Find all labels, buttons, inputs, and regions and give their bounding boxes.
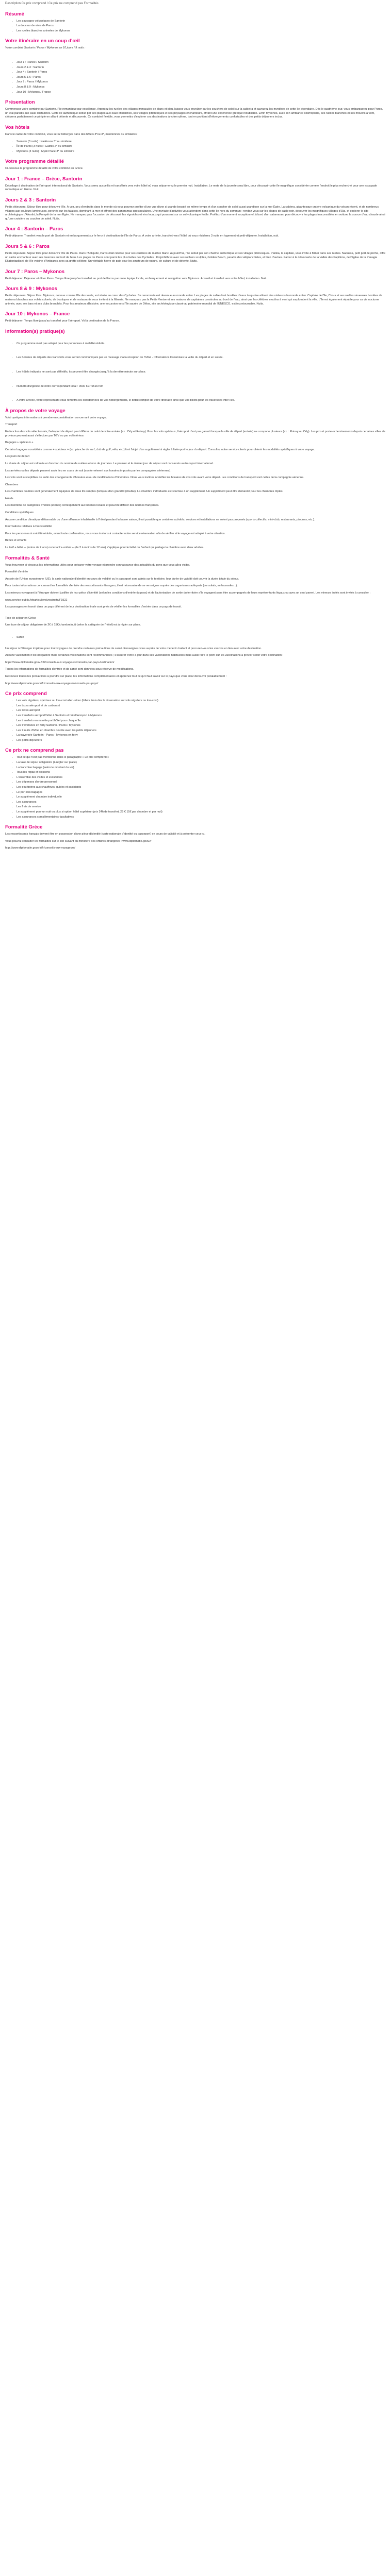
formalities-paragraph: Formalité d'entrée <box>5 570 28 574</box>
section-nav[interactable]: Description Ce prix comprend / Ce prix ne comprend pas Formalités <box>5 2 99 5</box>
excludes-item: • Les frais de service <box>17 805 386 809</box>
itinerary-day: • Jours 5 & 6 : Paros <box>17 76 386 80</box>
about-trip-title: À propos de votre voyage <box>5 408 66 414</box>
about-paragraph: Chambres <box>5 483 19 486</box>
formalities-paragraph: Vous trouverez ci-dessous les informations utiles pour préparer votre voyage et prendre connaissance des actualités du pays que vous allez visiter. <box>5 563 190 567</box>
excludes-list <box>5 756 386 819</box>
includes-item: • Les taxes aéroport et de carburant <box>17 704 386 708</box>
itinerary-list <box>5 61 386 94</box>
program-day-title: Jour 7 : Paros – Mykonos <box>5 268 65 275</box>
program-day-title: Jour 1 : France – Grèce, Santorin <box>5 176 83 182</box>
program-day-text: Petit déjeuner. Temps libre jusqu'au transfert pour l'aéroport. Vol à destination de la France. <box>5 319 120 323</box>
practical-info-title: Information(s) pratique(s) <box>5 328 65 334</box>
formalities-paragraph: Pour toutes informations concernant les formalités d'entrée des ressortissants étrangers, il est nécessaire de se renseigner auprès des organismes adéquats (consulats, ambassades...). <box>5 584 238 588</box>
about-paragraph: Transport <box>5 423 18 427</box>
country-paragraph: Les ressortissants français doivent être en possession d'une pièce d'identité (carte nationale d'identité ou passeport) en cours de validité et à présenter ceux-ci. <box>5 833 205 836</box>
health-list <box>5 636 386 640</box>
practical-info-item: • Ce programme n'est pas adapté pour les personnes à mobilité réduite. <box>17 342 386 346</box>
about-paragraph: Bagages + spécieux + <box>5 441 34 445</box>
formalities-paragraph: Au sein de l'Union européenne (UE), la carte nationale d'identité en cours de validité ou le passeport sont admis sur le territoire, leur durée de validité doit couvrir la durée totale du séjour. <box>5 577 239 581</box>
about-paragraph: Aucune condition climatique défavorable ou d'une affluence inhabituelle à l'hôtel pendant la basse saison, il est possible que certaines activités, services et installations ne soient pas proposés (sports collectifs, mini-club, restaurants, piscines, etc.). <box>5 518 315 521</box>
itinerary-title: Votre itinéraire en un coup d'œil <box>5 38 80 44</box>
includes-item: • Les transferts en navette port/hôtel pour chaque île <box>17 719 386 723</box>
program-day-text: Petits déjeuners. Séjour libre. Mykonos, connue comme l'île des vents, est située au cœur des Cyclades. Sa renommée est devenue au monde entier. Les plages de sable doré bordées d'eaux turquoise attirent des visiteurs du monde entier. Capitale de l'île, Chora et ses ruelles sinueuses bordées de maisons blanches aux volets colorés, de boutiques et de restaurants vous invitent à la flânerie. Ne manquez pas la Petite Venise et ses maisons de capitaines construites au bord de l'eau, ainsi que les célèbres moulins à vent qui surplombent la ville. L'île est également réputée pour sa vie nocturne animée, avec ses bars et ses clubs branchés. Pour les amateurs d'histoire, une excursion vers l'île sacrée de Délos, site archéologique classé au patrimoine mondial de l'UNESCO, est incontournable. Nuits. <box>5 294 382 306</box>
program-day-text: Décollage à destination de l'aéroport international de Santorin. Vous serez accueillis et transférés vers votre hôtel où vous séjournerez le premier nuit. Installation. Le reste de la journée sera libre, pour découvrir cette île magnifique considérée comme l'endroit le plus recherché pour une escapade romantique en Grèce. Nuit. <box>5 184 377 192</box>
health-paragraph: Aucune vaccination n'est obligatoire mais certaines vaccinations sont recommandées ; s'assurer d'être à jour dans ses vaccinations habituelles mais aussi faire le point sur les vaccinations à prévoir selon votre destination : <box>5 654 284 657</box>
excludes-item: • La taxe de séjour obligatoire (à régler sur place) <box>17 761 386 765</box>
presentation-text: Commencez votre combiné par Santorin, l'île romantique par excellence. Arpentez les ruelles des villages immaculés de blanc et bleu, laissez vous envoûter par les couchers de soleil sur la caldeira et savourez les mystères de cette île légendaire. Dès le quatrième jour, vous embarquerez pour Paros, un vrai paradis aux eaux cristallines. Cette île authentique séduit par ses plages aux eaux cristallines, ses villages pittoresques et ses paysages enchanteurs, offrant une expérience grecque inoubliable. Enfin Mykonos, avec son ambiance cosmopolite, ses ruelles blanches et ses moulins à vent, clôturera parfaitement ce périple en alliant détente et découverte. Ce combiné flexible, vous permettra d'explorer ces destinations à votre rythme, tout en profitant d'hébergements confortables et des petits déjeuners inclus. <box>5 108 383 119</box>
about-paragraph: Les arrivées ou les départs peuvent avoir lieu en cours de nuit (conformément aux horaires imposés par les compagnies aériennes). <box>5 469 171 472</box>
excludes-item: • L'ensemble des visites et excursions <box>17 776 386 780</box>
excludes-item: • Tous les repas et boissons <box>17 771 386 775</box>
program-day-text: Petit-déjeuner. Transfert vers le port de Santorin et embarquement sur le ferry à destination de l'île de Paros. À votre arrivée, transfert vers l'hôtel où vous résiderez 3 nuits en logement et petit-déjeuner. Installation, nuit. <box>5 234 279 238</box>
excludes-item: • Les assurances <box>17 801 386 805</box>
practical-info-list <box>5 385 386 389</box>
practical-info-item: • Les horaires de départs des transferts vous seront communiqués par un message via la réception de l'hôtel - Informations transmises la veille du départ et en soirée. <box>17 356 386 360</box>
hotels-list <box>5 140 386 154</box>
program-day-text: Petits déjeuners. Séjour libre pour découvrir l'île. À voir, peu d'endroits dans le monde où vous pourrez profiter d'une vue d'une si grande beauté en même temps et d'un coucher de soleil aussi grandiose sur la mer Égée. La caldera, gigantesque cratère volcanique du volcan récent, et de nombreux villages aux couleurs lumineuses, perchés sur les falaises, dominant la mer et offrent des panoramas spectaculaires. Une myriade d'activités vous attendent dans cette île hors du commun : rendez-vous sur les plages de sable noir, découvrir les magnifiques villages d'Oia, et explorer le site archéologique d'Akrotiri, la Pompéi de la mer Égée. Ne manquez pas l'occasion de découvrir les vignobles et vins locaux qui poussent sur ce sol volcanique fertile. Profitez d'un moment exceptionnel, à bord d'un catamaran, pour découvrir les plages inaccessibles en voiture, la source d'eau chaude ainsi qu'une croisière au coucher de soleil. Nuits. <box>5 206 385 221</box>
formalities-link[interactable]: www.service-public.fr/particuliers/vosdroits/F1922 <box>5 598 68 602</box>
program-day-text: Petit déjeuner. Déjeuner et dîner libres. Temps libre jusqu'au transfert au port de Paros par notre équipe locale, embarquement et navigation vers Mykonos. Accueil et transfert vers votre hôtel, installation. Nuit. <box>5 277 267 280</box>
summary-list <box>5 20 386 33</box>
about-paragraph: Conditions spécifiques <box>5 511 34 515</box>
excludes-item: • Les dépenses d'ordre personnel <box>17 781 386 785</box>
practical-info-list <box>5 342 386 346</box>
excludes-title: Ce prix ne comprend pas <box>5 748 64 754</box>
formalities-title: Formalités & Santé <box>5 555 50 561</box>
about-paragraph: Le tarif + bébé + (moins de 2 ans) ou le tarif + enfant + (de 2 à moins de 12 ans) s'applique pour le bébé ou l'enfant qui partage la chambre avec deux adultes. <box>5 546 204 550</box>
program-day-title: Jour 10 : Mykonos – France <box>5 311 70 317</box>
practical-info-list <box>5 356 386 360</box>
summary-item: • La douceur de vivre de Paros <box>17 24 386 28</box>
country-link[interactable]: http://www.diplomatie.gouv.fr/fr/conseils-aux-voyageurs/ <box>5 846 75 850</box>
health-paragraph: Un séjour à l'étranger implique pour tout voyageur de prendre certaines précautions de santé. Renseignez-vous auprès de votre médecin traitant et procurez-vous les vaccins en lien avec votre destination. <box>5 647 262 650</box>
country-paragraph: Vous pouvez consulter les formalités sur le site suivant du ministère des Affaires étrangères : www.diplomatie.gouv.fr <box>5 839 152 843</box>
includes-item: • Les 9 nuits d'hôtel en chambre double avec les petits déjeuners <box>17 729 386 733</box>
presentation-title: Présentation <box>5 99 35 106</box>
hotels-title: Vos hôtels <box>5 124 30 130</box>
health-link[interactable]: https://www.diplomatie.gouv.fr/fr/conseils-aux-voyageurs/conseils-par-pays-destination/ <box>5 660 115 664</box>
includes-item: • La traversée Santorin - Paros - Mykonos en ferry <box>17 734 386 738</box>
itinerary-day: • Jour 7 : Paros / Mykonos <box>17 80 386 84</box>
excludes-item: • Les pourboires aux chauffeurs, guides et assistants <box>17 786 386 790</box>
about-paragraph: Certains bagages considérés comme + spécieux + (ex. planche de surf, club de golf, vélo, etc.) font l'objet d'un supplément à régler à l'aéroport le jour du départ. Consultez notre service clients pour obtenir les modalités spécifiques à votre voyage. <box>5 448 315 451</box>
excludes-item: • Le supplément chambre individuelle <box>17 795 386 800</box>
includes-title: Ce prix comprend <box>5 691 47 697</box>
program-day-title: Jours 8 & 9 : Mykonos <box>5 286 57 292</box>
country-formalities-title: Formalité Grèce <box>5 824 43 831</box>
itinerary-day: • Jour 4 : Santorin / Paros <box>17 71 386 75</box>
health-paragraph: Toutes les informations de formalités d'entrée et de santé sont données sous réserve de modifications. <box>5 668 134 671</box>
formalities-paragraph: Les mineurs voyageant à l'étranger doivent justifier de leur pièce d'identité (selon les conditions d'entrée du pays) et de l'autorisation de sortie du territoire s'ils voyagent sans être accompagnés de leurs représentants légaux ou avec un seul parent. Les mineurs isolés sont invités à consulter : <box>5 591 371 595</box>
includes-item: • Les traversées en ferry Santorin / Paros / Mykonos <box>17 724 386 728</box>
about-paragraph: La durée du séjour est calculée en fonction du nombre de nuitées et non de journées. Le premier et le dernier jour de séjour sont consacrés au transport international. <box>5 462 214 465</box>
about-paragraph: Voici quelques informations à prendre en considération concernant votre voyage. <box>5 416 107 419</box>
health-label: • Santé <box>17 636 386 640</box>
formalities-paragraph: Une taxe de séjour obligatoire de 2€ à 15€/chambre/nuit (selon la catégorie de l'hôtel) est à régler sur place. <box>5 623 141 627</box>
includes-item: • Les taxes aéroport <box>17 709 386 713</box>
page-content <box>0 0 391 859</box>
formalities-paragraph: Les passagers en transit dans un pays différent de leur destination finale sont priés de vérifier les formalités d'entrée dans ce pays de transit. <box>5 605 182 609</box>
formalities-paragraph: Taxe de séjour en Grèce <box>5 616 36 620</box>
summary-title: Résumé <box>5 11 24 17</box>
itinerary-day: • Jour 1 : France / Santorin <box>17 61 386 65</box>
includes-list <box>5 699 386 742</box>
excludes-item: • Tout ce qui n'est pas mentionné dans le paragraphe « Le prix comprend » <box>17 756 386 760</box>
health-paragraph: Retrouvez toutes les précautions à prendre sur place, les informations complémentaires et apprenez tout ce qu'il faut savoir sur le pays que vous allez découvrir préalablement : <box>5 674 227 678</box>
program-day-title: Jours 2 & 3 : Santorin <box>5 197 56 204</box>
summary-item: • Les paysages volcaniques de Santorin <box>17 20 386 24</box>
about-paragraph: Les mentions de catégories d'hôtels (étoiles) correspondent aux normes locales et peuvent différer des normes françaises. <box>5 504 159 507</box>
program-intro: Ci-dessous le programme détaillé de votre combiné en Grèce. <box>5 167 84 171</box>
practical-info-item: • A votre arrivée, votre représentant vous remettra les coordonnées de vos hébergements, le détail complet de votre itinéraire ainsi que vos billets pour les traversées inter-îles. <box>17 399 386 403</box>
about-paragraph: Les chambres doubles sont généralement équipées de deux lits simples (twin) ou d'un grand lit (double). La chambre individuelle est soumise à un supplément. Un supplément peut être demandé pour les chambres triples. <box>5 490 284 494</box>
excludes-item: • Le supplément pour un nuit ou plus si option hôtel supérieur (prix 24h de transfert, 25 € 15€ par chambre et par nuit) <box>17 810 386 815</box>
itinerary-day: • Jour 10 : Mykonos / France <box>17 91 386 95</box>
itinerary-day: • Jours 2 & 3 : Santorin <box>17 66 386 70</box>
includes-item: • Les petits déjeuners <box>17 739 386 743</box>
summary-item: • Les ruelles blanches animées de Mykonos <box>17 29 386 33</box>
hotel-item: • Île de Paros (3 nuits) : Galinis 2* ou similaire <box>17 145 386 149</box>
hotels-intro: Dans le cadre de votre combiné, vous serez hébergés dans des hôtels 3*ou 3*, mentionnés ou similaires : <box>5 132 139 136</box>
program-day-title: Jour 4 : Santorin – Paros <box>5 226 63 232</box>
includes-item: • Les transferts aéroport/hôtel à Santorin et hôtel/aéroport à Mykonos <box>17 714 386 718</box>
about-paragraph: Pour les personnes à mobilité réduite, avant toute confirmation, nous vous invitons à contacter notre service réservation afin de vérifier si le voyage est adapté à votre situation. <box>5 532 226 535</box>
excludes-item: • Le port des bagages <box>17 791 386 795</box>
health-link[interactable]: http://www.diplomatie.gouv.fr/fr/conseils-aux-voyageurs/conseils-par-pays/ <box>5 682 99 685</box>
about-paragraph: Hôtels <box>5 497 13 500</box>
program-day-text: Petits déjeuners. Séjour libre pour découvrir l'île de Paros. Dans l'Antiquité, Paros était célèbre pour ses carrières de marbre blanc. Aujourd'hui, l'île séduit par son charme authentique et ses villages pittoresques. Parikia, la capitale, vous invite à flâner dans ses ruelles. Naoussa, petit port de pêche, offre un cadre enchanteur avec ses tavernes au bord de l'eau. Les plages de Paros sont parmi les plus belles des Cyclades : Kolymbithres avec ses rochers sculptés, Golden Beach, paradis des véliplanchistes, et bien d'autres. Partez à la découverte de la Vallée des Papillons, de l'église de la Panagia Ekatontapiliani, de l'île voisine d'Antiparos avec sa grotte célèbre. Un véritable havre de paix pour les amateurs de nature, de culture et de détente. Nuits. <box>5 252 386 263</box>
hotel-item: • Mykonos (3 nuits) : Mykii Place 3* ou similaire <box>17 150 386 154</box>
practical-info-list <box>5 370 386 375</box>
hotel-item: • Santorin (3 nuits) : Narkissos 3* ou similaire <box>17 140 386 144</box>
about-paragraph: Les jours de départ <box>5 455 30 459</box>
itinerary-day: • Jours 8 & 9 : Mykonos <box>17 86 386 90</box>
practical-info-list <box>5 399 386 403</box>
practical-info-item: • Les hôtels indiqués ne sont pas définitifs, ils peuvent être changés jusqu'à la dernière minute sur place. <box>17 370 386 375</box>
about-paragraph: Bébés et enfants <box>5 539 27 543</box>
program-title: Votre programme détaillé <box>5 159 64 165</box>
practical-info-item: • Numéro d'urgence de notre correspondant local : 0030 697 6516799 <box>17 385 386 389</box>
excludes-item: • Les assurances complémentaires facultatives <box>17 816 386 820</box>
includes-item: • Les vols réguliers, spéciaux ou low-cost aller-retour (billets émis dès la réservation sur vols réguliers ou low-cost) <box>17 699 386 703</box>
itinerary-intro: Votre combiné Santorin / Paros / Mykonos en 10 jours / 9 nuits : <box>5 46 86 50</box>
about-paragraph: En fonction des vols sélectionnés, l'aéroport de départ peut différer de celui de votre arrivée (ex : Orly et Roissy). Pour les vols spéciaux, l'aéroport n'est pas garanti lorsque la ville de départ (arrivée) ne comporte plusieurs (ex. : Roissy ou Orly). Les prix et poste-acheminements depuis certaines villes de province peuvent aussi s'effectuer par TGV ou par vol intérieur. <box>5 430 385 437</box>
about-paragraph: Informations relatives à l'accessibilité <box>5 525 52 529</box>
program-day-title: Jours 5 & 6 : Paros <box>5 244 50 250</box>
about-paragraph: Les vols sont susceptibles de subir des changements d'horaires et/ou de modifications d'itinéraires. Nous vous invitons à vérifier les horaires de vos vols avant votre départ. Les conditions de transport sont celles de la compagnie aérienne. <box>5 476 304 480</box>
excludes-item: • La franchise bagage (selon le montant du vol) <box>17 766 386 770</box>
